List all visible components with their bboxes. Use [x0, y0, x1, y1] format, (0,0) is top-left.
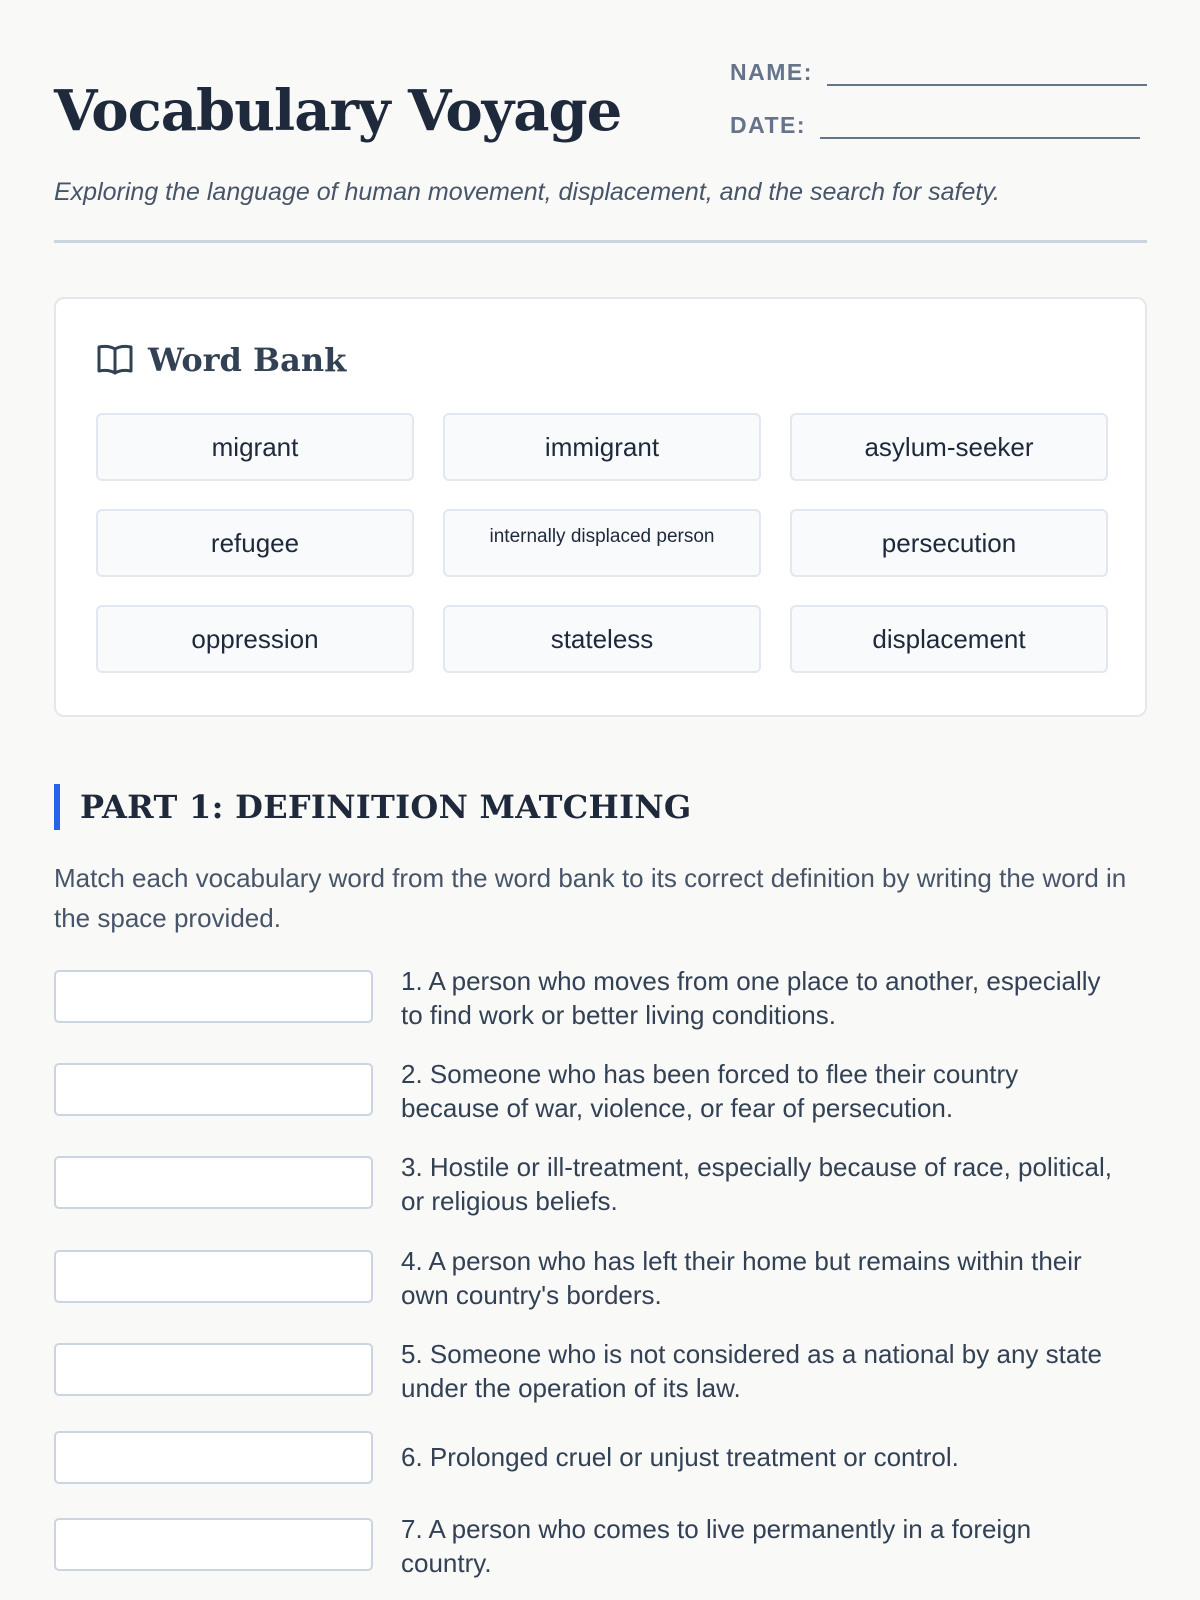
word-chip: stateless — [443, 605, 761, 673]
answer-input[interactable] — [54, 970, 373, 1023]
page-title: Vocabulary Voyage — [54, 78, 622, 144]
name-label: NAME: — [730, 59, 813, 85]
name-line[interactable] — [827, 58, 1147, 86]
word-chip: immigrant — [443, 413, 761, 481]
definition-text: 3. Hostile or ill-treatment, especially because of race, political, or religious beliefs. — [401, 1152, 1112, 1216]
word-chip: refugee — [96, 509, 414, 577]
answer-input[interactable] — [54, 1431, 373, 1484]
definition-text: 4. A person who has left their home but remains within their own country's borders. — [401, 1246, 1082, 1310]
word-bank-header — [96, 341, 346, 379]
word-chip: internally displaced person — [443, 509, 761, 577]
definition-text: 5. Someone who is not considered as a national by any state under the operation of its law. — [401, 1339, 1102, 1403]
word-chip: asylum-seeker — [790, 413, 1108, 481]
part1-instructions: Match each vocabulary word from the word bank to its correct definition by writing the word in the space provided. — [54, 863, 1127, 933]
word-bank-title: Word Bank — [148, 341, 347, 379]
answer-input[interactable] — [54, 1250, 373, 1303]
definition-text: 7. A person who comes to live permanently in a foreign country. — [401, 1514, 1032, 1578]
word-bank-grid — [96, 413, 1108, 673]
answer-input[interactable] — [54, 1156, 373, 1209]
definition-text: 1. A person who moves from one place to another, especially to find work or better living conditions. — [401, 966, 1101, 1030]
date-field-row — [730, 111, 1140, 139]
open-book-icon — [96, 343, 134, 377]
worksheet — [54, 0, 1147, 1578]
definition-text: 2. Someone who has been forced to flee their country because of war, violence, or fear of persecution. — [401, 1059, 1019, 1123]
word-chip: displacement — [790, 605, 1108, 673]
header — [54, 0, 1147, 206]
answer-input[interactable] — [54, 1343, 373, 1396]
word-chip: oppression — [96, 605, 414, 673]
word-chip: migrant — [96, 413, 414, 481]
part1-title: PART 1: DEFINITION MATCHING — [80, 788, 692, 826]
word-chip: persecution — [790, 509, 1108, 577]
header-divider — [54, 240, 1147, 243]
answer-input[interactable] — [54, 1518, 373, 1571]
part1-heading — [54, 784, 692, 830]
date-label: DATE: — [730, 112, 807, 138]
definition-text: 6. Prolonged cruel or unjust treatment or control. — [401, 1442, 959, 1472]
subtitle: Exploring the language of human movement, displacement, and the search for safety. — [54, 178, 1000, 206]
date-line[interactable] — [820, 111, 1140, 139]
answer-input[interactable] — [54, 1063, 373, 1116]
word-bank — [54, 297, 1147, 717]
name-field-row — [730, 58, 1147, 86]
